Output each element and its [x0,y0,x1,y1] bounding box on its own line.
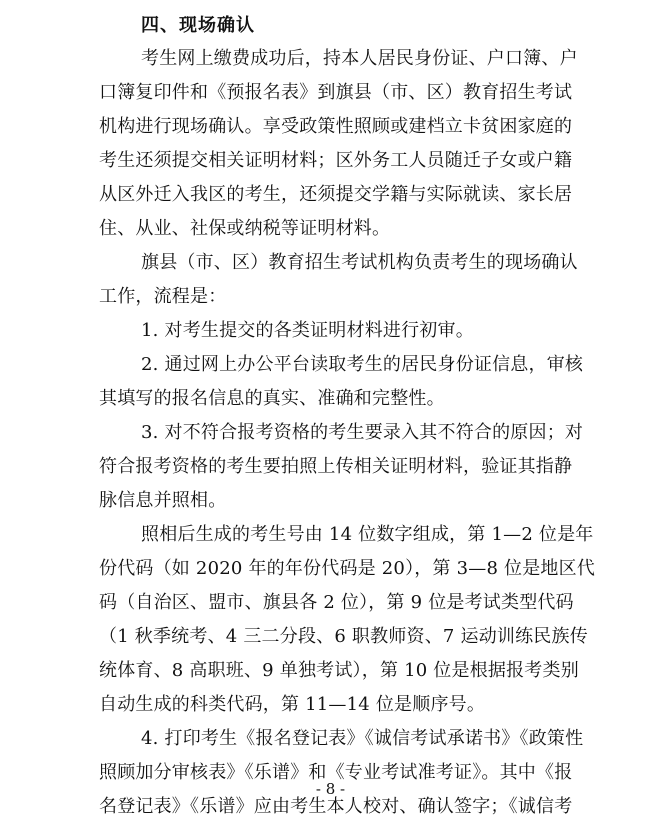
page-number: - 8 - [315,780,346,798]
paragraph-line: 照顾加分审核表》《乐谱》和《专业考试准考证》。其中《报 [99,762,573,783]
paragraph-line: 口簿复印件和《预报名表》到旗县（市、区）教育招生考试 [99,82,573,103]
paragraph-line: 照相后生成的考生号由 14 位数字组成，第 1—2 位是年 [141,524,594,545]
paragraph-line: 住、从业、社保或纳税等证明材料。 [99,218,391,239]
paragraph-line: 符合报考资格的考生要拍照上传相关证明材料，验证其指静 [99,456,573,477]
list-item: 3. 对不符合报考资格的考生要录入其不符合的原因；对 [141,422,584,443]
paragraph-line: 其填写的报名信息的真实、准确和完整性。 [99,388,445,409]
paragraph-line: 自动生成的科类代码，第 11—14 位是顺序号。 [99,694,486,715]
paragraph-line: 从区外迁入我区的考生，还须提交学籍与实际就读、家长居 [99,184,573,205]
paragraph-line: 考生还须提交相关证明材料；区外务工人员随迁子女或户籍 [99,150,573,171]
paragraph-line: 统体育、8 高职班、9 单独考试），第 10 位是根据报考类别 [99,660,579,681]
paragraph-line: 名登记表》《乐谱》应由考生本人校对、确认签字；《诚信考 [99,796,573,817]
list-item: 2. 通过网上办公平台读取考生的居民身份证信息，审核 [141,354,584,375]
paragraph-line: 工作，流程是： [99,286,227,307]
paragraph-line: 旗县（市、区）教育招生考试机构负责考生的现场确认 [141,252,578,273]
paragraph-line: （1 秋季统考、4 三二分段、6 职教师资、7 运动训练民族传 [99,626,588,647]
list-item: 1. 对考生提交的各类证明材料进行初审。 [141,320,474,341]
section-heading: 四、现场确认 [141,15,255,36]
paragraph-line: 脉信息并照相。 [99,490,227,511]
paragraph-line: 机构进行现场确认。享受政策性照顾或建档立卡贫困家庭的 [99,116,573,137]
list-item: 4. 打印考生《报名登记表》《诚信考试承诺书》《政策性 [141,728,584,749]
paragraph-line: 码（自治区、盟市、旗县各 2 位），第 9 位是考试类型代码 [99,592,574,613]
paragraph-line: 份代码（如 2020 年的年份代码是 20），第 3—8 位是地区代 [99,558,596,579]
paragraph-line: 考生网上缴费成功后，持本人居民身份证、户口簿、户 [141,48,578,69]
